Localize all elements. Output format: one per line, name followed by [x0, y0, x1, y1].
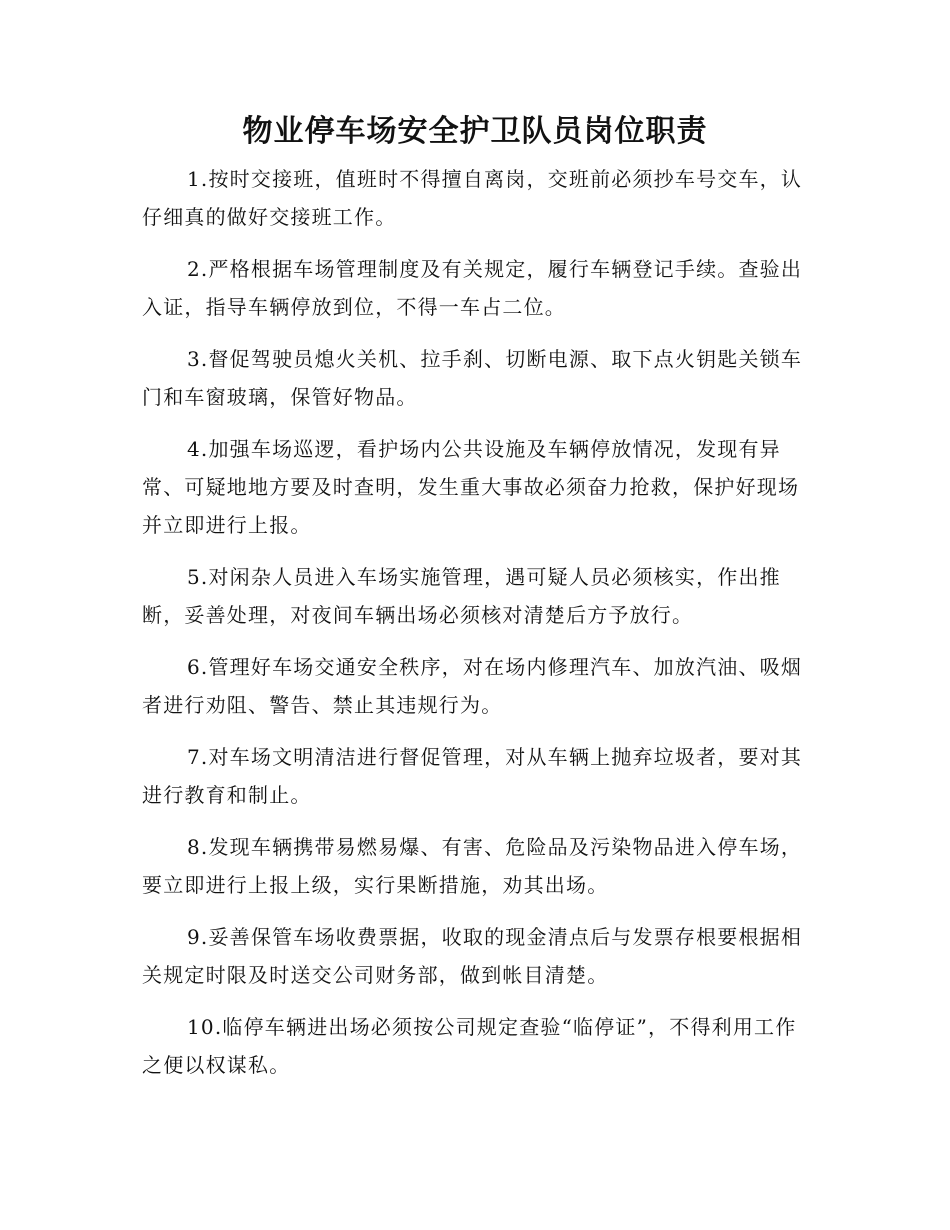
duty-item-8: 8.发现车辆携带易燃易爆、有害、危险品及污染物品进入停车场，要立即进行上报上级，实行果断措施，劝其出场。: [142, 835, 803, 897]
duty-item-9: 9.妥善保管车场收费票据，收取的现金清点后与发票存根要根据相关规定时限及时送交公司财务部，做到帐目清楚。: [142, 925, 803, 987]
duty-item-3: 3.督促驾驶员熄火关机、拉手刹、切断电源、取下点火钥匙关锁车门和车窗玻璃，保管好物品。: [142, 347, 803, 409]
duty-item-5: 5.对闲杂人员进入车场实施管理，遇可疑人员必须核实，作出推断，妥善处理，对夜间车辆出场必须核对清楚后方予放行。: [142, 565, 781, 627]
document-title: 物业停车场安全护卫队员岗位职责: [242, 114, 708, 149]
duty-item-10: 10.临停车辆进出场必须按公司规定查验“临停证”，不得利用工作之便以权谋私。: [142, 1015, 797, 1077]
duty-item-2: 2.严格根据车场管理制度及有关规定，履行车辆登记手续。查验出入证，指导车辆停放到位，不得一车占二位。: [142, 257, 803, 319]
duty-item-4: 4.加强车场巡逻，看护场内公共设施及车辆停放情况，发现有异常、可疑地地方要及时查明，发生重大事故必须奋力抢救，保护好现场并立即进行上报。: [142, 437, 800, 537]
duty-item-6: 6.管理好车场交通安全秩序，对在场内修理汽车、加放汽油、吸烟者进行劝阻、警告、禁止其违规行为。: [142, 655, 803, 717]
document-body: [142, 160, 808, 1098]
duty-item-7: 7.对车场文明清洁进行督促管理，对从车辆上抛弃垃圾者，要对其进行教育和制止。: [142, 745, 803, 807]
duty-item-1: 1.按时交接班，值班时不得擅自离岗，交班前必须抄车号交车，认仔细真的做好交接班工作。: [142, 167, 803, 229]
